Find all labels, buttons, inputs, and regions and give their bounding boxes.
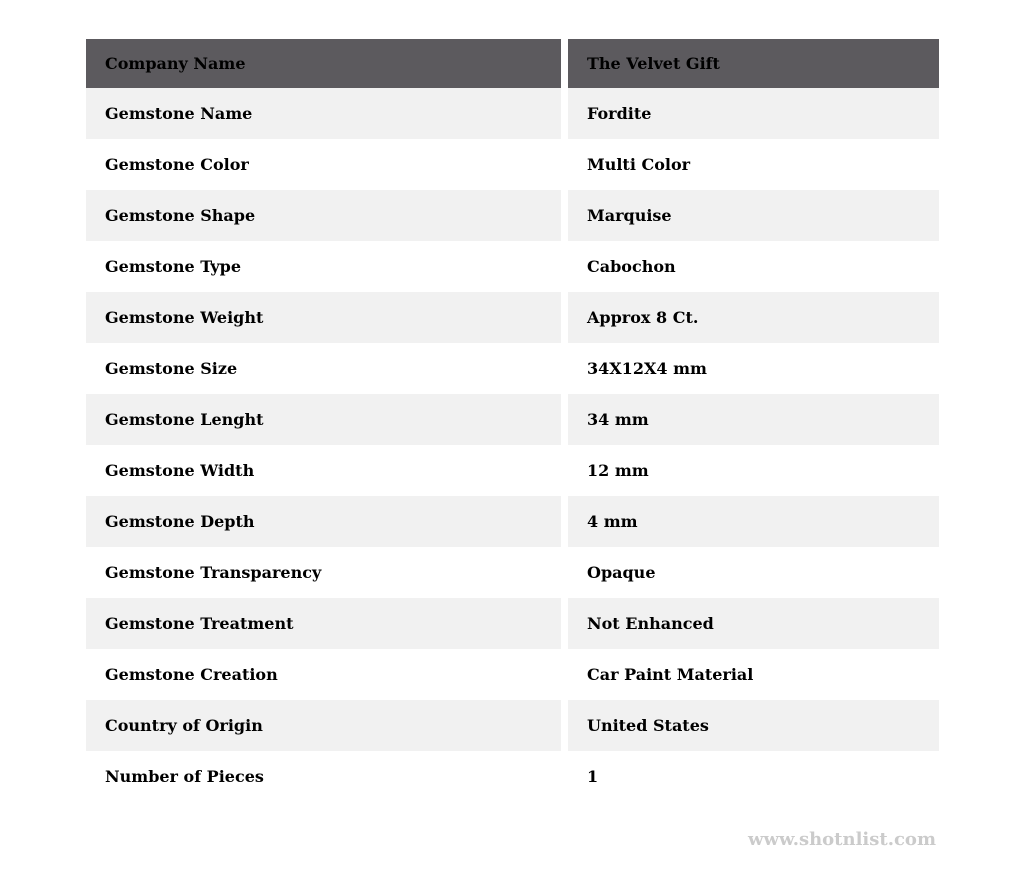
header-company-value: The Velvet Gift [568, 39, 939, 88]
row-label: Gemstone Weight [86, 292, 561, 343]
row-value: Opaque [568, 547, 939, 598]
row-label: Gemstone Shape [86, 190, 561, 241]
table-row [86, 241, 939, 292]
table-row [86, 190, 939, 241]
watermark-text: www.shotnlist.com [748, 829, 936, 850]
row-label: Gemstone Type [86, 241, 561, 292]
row-value: 12 mm [568, 445, 939, 496]
row-value: Marquise [568, 190, 939, 241]
row-label: Gemstone Lenght [86, 394, 561, 445]
row-value: 34 mm [568, 394, 939, 445]
row-value: Fordite [568, 88, 939, 139]
row-label: Gemstone Transparency [86, 547, 561, 598]
row-value: 1 [568, 751, 939, 802]
row-value: 34X12X4 mm [568, 343, 939, 394]
table-row [86, 547, 939, 598]
header-company-label: Company Name [86, 39, 561, 88]
table-row [86, 751, 939, 802]
row-label: Gemstone Creation [86, 649, 561, 700]
table-header-row [86, 39, 939, 88]
row-value: Approx 8 Ct. [568, 292, 939, 343]
row-label: Gemstone Depth [86, 496, 561, 547]
table-row [86, 598, 939, 649]
table-row [86, 700, 939, 751]
row-value: Cabochon [568, 241, 939, 292]
table-row [86, 88, 939, 139]
table-row [86, 292, 939, 343]
row-value: 4 mm [568, 496, 939, 547]
row-label: Gemstone Size [86, 343, 561, 394]
row-value: United States [568, 700, 939, 751]
row-label: Number of Pieces [86, 751, 561, 802]
table-row [86, 139, 939, 190]
table-row [86, 343, 939, 394]
table-row [86, 445, 939, 496]
row-value: Car Paint Material [568, 649, 939, 700]
row-label: Gemstone Color [86, 139, 561, 190]
table-body [86, 88, 939, 802]
gemstone-spec-table [86, 39, 939, 802]
row-label: Gemstone Treatment [86, 598, 561, 649]
table-row [86, 496, 939, 547]
row-value: Not Enhanced [568, 598, 939, 649]
row-label: Gemstone Width [86, 445, 561, 496]
row-value: Multi Color [568, 139, 939, 190]
table-row [86, 394, 939, 445]
row-label: Country of Origin [86, 700, 561, 751]
table-row [86, 649, 939, 700]
row-label: Gemstone Name [86, 88, 561, 139]
